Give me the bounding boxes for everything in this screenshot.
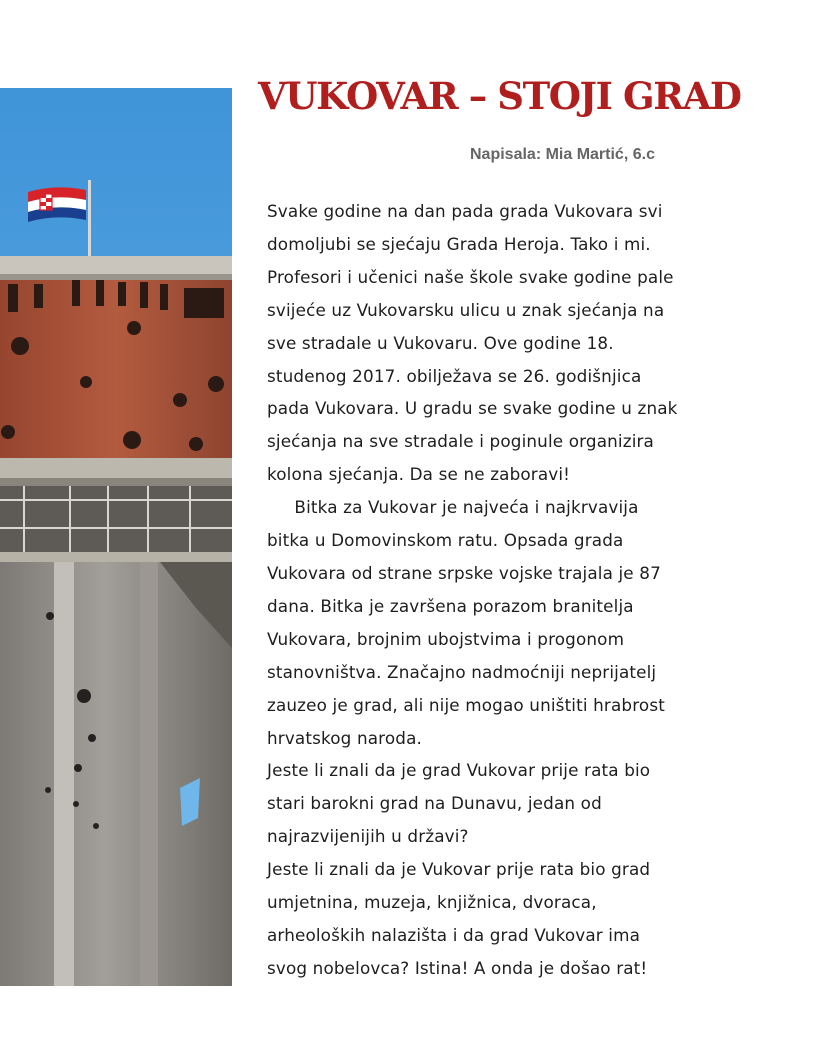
text-line: pada Vukovara. U gradu se svake godine u znak <box>267 398 678 419</box>
author-byline: Napisala: Mia Martić, 6.c <box>470 146 655 163</box>
text-line: stanovništva. Značajno nadmoćniji neprijatelj <box>267 661 657 682</box>
text-line: Bitka za Vukovar je najveća i najkrvavija <box>267 497 639 518</box>
text-line: stari barokni grad na Dunavu, jedan od <box>267 793 602 814</box>
text-line: sve stradale u Vukovaru. Ove godine 18. <box>267 332 614 353</box>
text-line: arheoloških nalazišta i da grad Vukovar ima <box>267 924 641 945</box>
text-line: kolona sjećanja. Da se ne zaboravi! <box>267 464 571 485</box>
text-line: hrvatskog naroda. <box>267 727 422 748</box>
text-line: Svake godine na dan pada grada Vukovara svi <box>267 201 663 221</box>
text-line: sjećanja na sve stradale i poginule organizira <box>267 431 654 452</box>
text-line: Jeste li znali da je grad Vukovar prije rata bio <box>267 760 651 781</box>
text-line: svog nobelovca? Istina! A onda je došao rat! <box>267 957 648 978</box>
vukovar-water-tower-photo <box>0 88 232 986</box>
text-line: domoljubi se sjećaju Grada Heroja. Tako i mi. <box>267 233 651 254</box>
text-line: najrazvijenijih u državi? <box>267 826 469 847</box>
text-line: Jeste li znali da je Vukovar prije rata bio grad <box>267 859 651 880</box>
text-line: svijeće uz Vukovarsku ulicu u znak sjećanja na <box>267 299 665 320</box>
text-line: dana. Bitka je završena porazom branitelja <box>267 595 634 616</box>
text-line: Vukovara od strane srpske vojske trajala je 87 <box>267 562 661 583</box>
article-body <box>267 195 737 985</box>
text-line: Vukovara, brojnim ubojstvima i progonom <box>267 628 625 649</box>
text-line: Profesori i učenici naše škole svake godine pale <box>267 266 674 287</box>
text-line: zauzeo je grad, ali nije mogao uništiti hrabrost <box>267 694 665 715</box>
text-line: studenog 2017. obilježava se 26. godišnjica <box>267 365 642 386</box>
text-line: umjetnina, muzeja, knjižnica, dvoraca, <box>267 892 597 913</box>
page-title: VUKOVAR – STOJI GRAD <box>258 74 741 118</box>
croatian-flag-icon <box>28 187 86 222</box>
text-line: bitka u Domovinskom ratu. Opsada grada <box>267 530 624 551</box>
